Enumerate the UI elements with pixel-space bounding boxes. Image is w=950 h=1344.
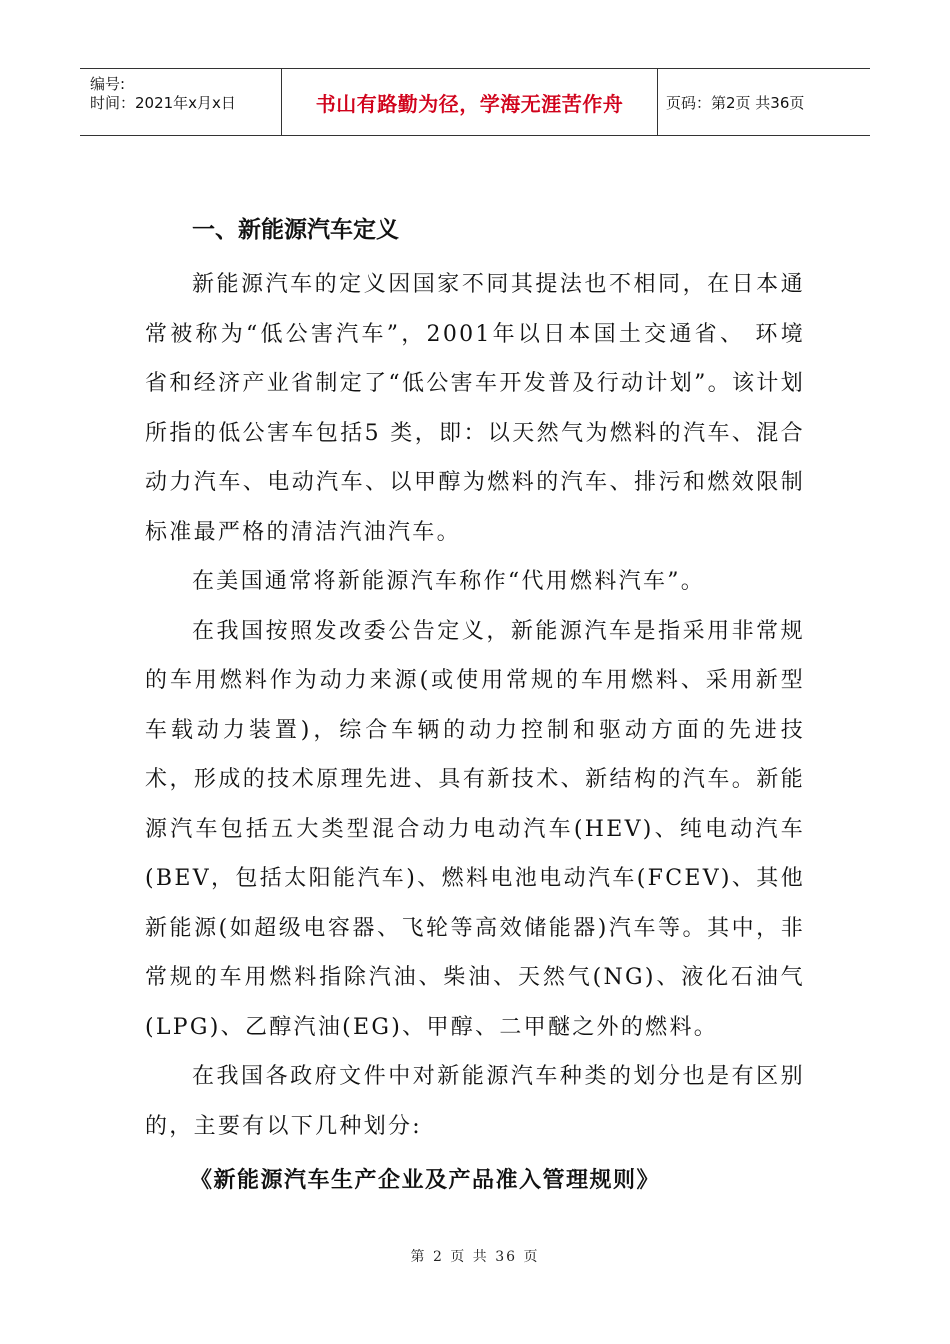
header-meta [80, 69, 282, 135]
section-heading: 一、新能源汽车定义 [192, 217, 399, 243]
page-footer: 第 2 页 共 36 页 [410, 1249, 540, 1265]
regulation-title: 《新能源汽车生产企业及产品准入管理规则》 [190, 1168, 661, 1193]
paragraph-us-definition: 在美国通常将新能源汽车称作“代用燃料汽车”。 [192, 569, 706, 594]
document-header [80, 68, 870, 136]
document-time-label: 时间：2021年x月x日 [90, 94, 236, 112]
header-page-info: 页码：第2页 共36页 [666, 93, 805, 112]
paragraph-classification-intro: 在我国各政府文件中对新能源汽车种类的划分也是有区别的，主要有以下几种划分: [145, 1064, 805, 1139]
paragraph-japan-definition: 新能源汽车的定义因国家不同其提法也不相同，在日本通常被称为“低公害汽车”，2001年以日本国土交通省、 环境省和经济产业省制定了“低公害车开发普及行动计划”。该计划所指的低公害车包括5 类，即：以天然气为燃料的汽车、混合动力汽车、电动汽车、以甲醇为燃料的汽车、排污和燃效限制标准最严格的清洁汽油汽车。 [145, 272, 805, 545]
document-body [145, 210, 805, 1201]
header-motto: 书山有路勤为径，学海无涯苦作舟 [282, 69, 658, 135]
document-number-label: 编号: [90, 75, 126, 93]
paragraph-china-definition: 在我国按照发改委公告定义，新能源汽车是指采用非常规的车用燃料作为动力来源(或使用常规的车用燃料、采用新型车载动力装置)，综合车辆的动力控制和驱动方面的先进技术，形成的技术原理先进、具有新技术、新结构的汽车。新能源汽车包括五大类型混合动力电动汽车(HEV)、纯电动汽车(BEV，包括太阳能汽车)、燃料电池电动汽车(FCEV)、其他新能源(如超级电容器、飞轮等高效储能器)汽车等。其中，非常规的车用燃料指除汽油、柴油、天然气(NG)、液化石油气(LPG)、乙醇汽油(EG)、甲醇、二甲醚之外的燃料。 [145, 618, 805, 1040]
